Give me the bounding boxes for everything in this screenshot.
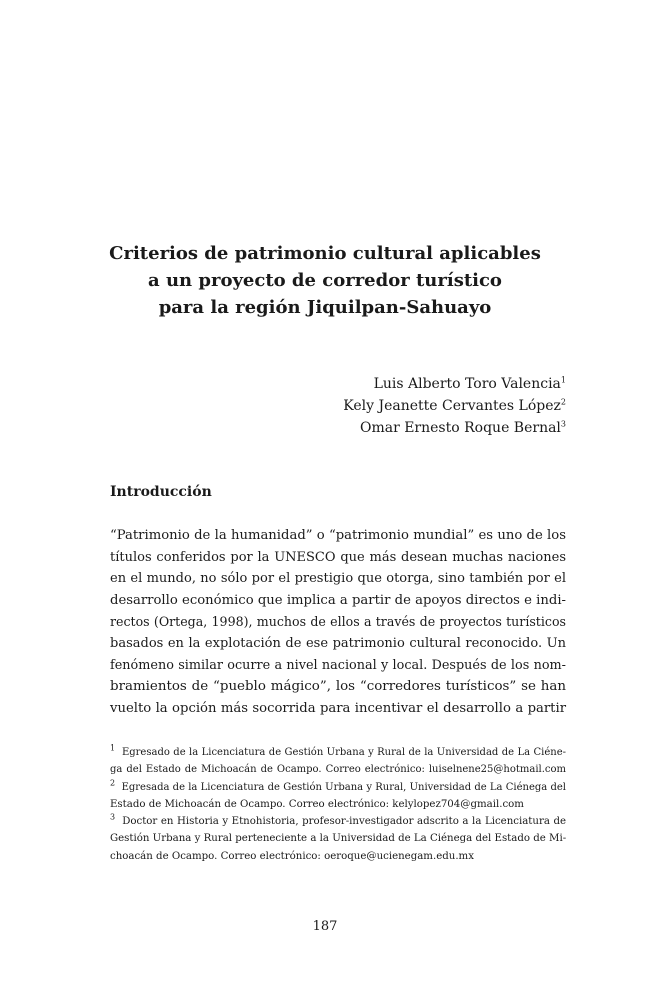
body-line: fenómeno similar ocurre a nivel nacional y local. Después de los nom- [110, 657, 566, 673]
footnote-line: choacán de Ocampo. Correo electrónico: oeroque@ucienegam.edu.mx [110, 850, 474, 862]
footnote-line: ga del Estado de Michoacán de Ocampo. Correo electrónico: luiselnene25@hotmail.com [110, 764, 566, 776]
footnote-line [110, 779, 566, 796]
footnote-text: Egresada de la Licenciatura de Gestión Urbana y Rural, Universidad de La Ciénega del [121, 781, 566, 793]
title-line: a un proyecto de corredor turístico [148, 270, 502, 291]
author-1 [343, 373, 566, 395]
footnote-line: Estado de Michoacán de Ocampo. Correo electrónico: kelylopez704@gmail.com [110, 798, 524, 810]
body-paragraph [110, 525, 566, 719]
section-heading: Introducción [110, 484, 212, 500]
author-name: Omar Ernesto Roque Bernal [359, 420, 561, 436]
body-line: en el mundo, no sólo por el prestigio que otorga, sino también por el [110, 571, 566, 587]
author-2 [343, 395, 566, 417]
body-line: desarrollo económico que implica a partir de apoyos directos e indi- [110, 592, 566, 608]
author-name: Luis Alberto Toro Valencia [373, 376, 561, 392]
footnote-text: Egresado de la Licenciatura de Gestión Urbana y Rural de la Universidad de La Ciéne- [121, 747, 567, 758]
body-line: títulos conferidos por la UNESCO que más desean muchas naciones [110, 549, 566, 565]
body-line: vuelto la opción más socorrida para incentivar el desarrollo a partir [110, 700, 566, 716]
footnote-mark: 2 [560, 397, 566, 407]
footnotes [110, 744, 566, 865]
body-line: basados en la explotación de ese patrimonio cultural reconocido. Un [110, 635, 566, 651]
footnote-2 [110, 779, 566, 814]
footnote-number: 1 [110, 743, 116, 753]
footnote-text: Doctor en Historia y Etnohistoria, profesor-investigador adscrito a la Licenciatura de [122, 816, 566, 828]
body-line: rectos (Ortega, 1998), muchos de ellos a través de proyectos turísticos [110, 614, 566, 630]
footnote-line: Gestión Urbana y Rural perteneciente a la Universidad de La Ciénega del Estado de Mi- [110, 833, 567, 845]
footnote-mark: 1 [560, 375, 566, 385]
title-line: Criterios de patrimonio cultural aplicables [109, 243, 541, 264]
footnote-mark: 3 [560, 419, 566, 429]
footnote-line [110, 813, 566, 830]
footnote-line [110, 744, 566, 761]
footnote-3 [110, 813, 566, 865]
author-name: Kely Jeanette Cervantes López [343, 398, 561, 414]
author-list [343, 373, 566, 439]
body-line: “Patrimonio de la humanidad” o “patrimonio mundial” es uno de los [110, 528, 566, 543]
author-3 [343, 417, 566, 439]
paper-title [90, 240, 560, 321]
title-line: para la región Jiquilpan-Sahuayo [158, 297, 492, 318]
footnote-1 [110, 744, 566, 779]
page-number: 187 [312, 919, 338, 934]
footnote-number: 2 [110, 778, 116, 788]
footnote-number: 3 [110, 812, 116, 822]
body-line: bramientos de “pueblo mágico”, los “corredores turísticos” se han [110, 679, 566, 695]
